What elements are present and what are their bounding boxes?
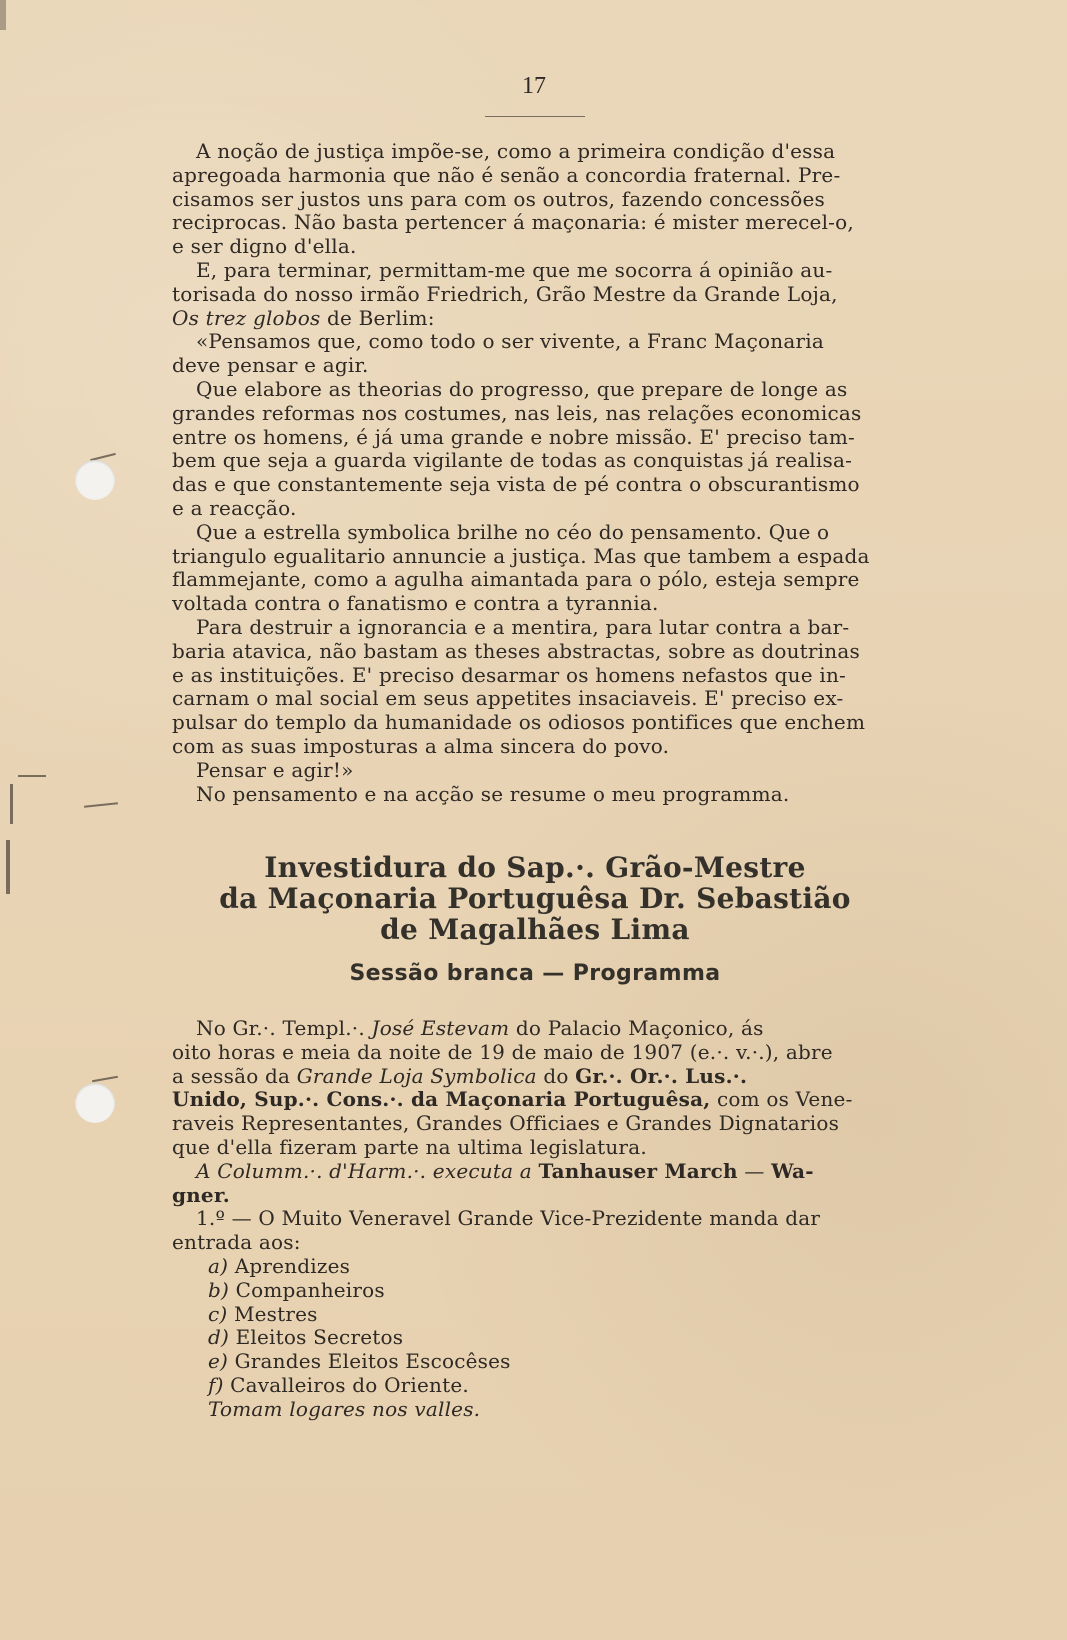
text-line: Pensar e agir!» — [196, 758, 354, 782]
bold-text: Wa- — [771, 1159, 814, 1183]
text-line: entre os homens, é já uma grande e nobre missão. E' preciso tam- — [172, 425, 856, 449]
text-line: bem que seja a guarda vigilante de todas as conquistas já realisa- — [172, 449, 853, 473]
text-line — [172, 1160, 882, 1184]
text-line: reciprocas. Não basta pertencer á maçonaria: é mister merecel-o, — [172, 211, 854, 235]
text-line: que d'ella fizeram parte na ultima legislatura. — [172, 1135, 647, 1159]
list-marker: e) — [208, 1350, 229, 1374]
bold-text: Gr.·. Or.·. Lus.·. — [575, 1064, 748, 1088]
bold-text: Tanhauser March — [538, 1159, 738, 1183]
text-line: com as suas imposturas a alma sincera do povo. — [172, 734, 670, 758]
punch-hole-icon — [75, 1083, 115, 1123]
list-item-text: Cavalleiros do Oriente. — [230, 1373, 469, 1397]
list-item-text: Eleitos Secretos — [235, 1326, 404, 1350]
list-item-text: Mestres — [233, 1302, 318, 1326]
list-item — [172, 1303, 882, 1327]
heading-line: de Magalhães Lima — [380, 913, 690, 946]
text-line: cisamos ser justos uns para com os outros, fazendo concessões — [172, 187, 826, 211]
text-line: raveis Representantes, Grandes Officiaes e Grandes Dignatarios — [172, 1112, 840, 1136]
text-line — [172, 1017, 882, 1041]
text-line: torisada do nosso irmão Friedrich, Grão Mestre da Grande Loja, — [172, 282, 838, 306]
list-item-text: Grandes Eleitos Escocêses — [234, 1350, 511, 1374]
heading-line: Investidura do Sap.·. Grão-Mestre — [264, 851, 806, 884]
text-segment: No Gr.·. Templ.·. — [196, 1017, 372, 1040]
margin-mark — [84, 802, 118, 808]
page-number-rule — [485, 116, 585, 117]
punch-hole-icon — [75, 460, 115, 500]
text-line: 1.º — O Muito Veneravel Grande Vice-Prezidente manda dar — [196, 1207, 821, 1231]
text-line: Que a estrella symbolica brilhe no céo do pensamento. Que o — [196, 520, 830, 544]
main-text-block — [172, 140, 882, 806]
text-segment: do Palacio Maçonico, ás — [509, 1017, 764, 1040]
page-number: 17 — [522, 73, 546, 99]
text-segment: a sessão da — [172, 1064, 297, 1088]
list-marker: f) — [208, 1373, 224, 1397]
text-line — [172, 1088, 882, 1112]
list-marker: c) — [208, 1302, 228, 1326]
text-segment: com os Vene- — [710, 1088, 853, 1112]
text-line: triangulo egualitario annuncie a justiça. Mas que tambem a espada — [172, 544, 870, 568]
text-segment: — — [737, 1159, 772, 1183]
programme-text-block — [172, 1017, 882, 1422]
text-line: e a reacção. — [172, 496, 297, 520]
heading-line: da Maçonaria Portuguêsa Dr. Sebastião — [219, 882, 851, 915]
text-line: A noção de justiça impõe-se, como a primeira condição d'essa — [196, 140, 836, 163]
section-subtitle: Sessão branca — Programma — [349, 961, 721, 986]
text-line: apregoada harmonia que não é senão a concordia fraternal. Pre- — [172, 163, 841, 187]
text-segment: de Berlim: — [320, 306, 435, 330]
text-line — [172, 307, 882, 331]
list-item — [172, 1350, 882, 1374]
text-line: grandes reformas nos costumes, nas leis, nas relações economicas — [172, 401, 862, 425]
italic-text: A Columm.·. d'Harm.·. executa a — [196, 1159, 539, 1183]
text-line: e as instituições. E' preciso desarmar os homens nefastos que in- — [172, 663, 846, 687]
list-item — [172, 1279, 882, 1303]
margin-mark — [18, 775, 46, 777]
text-line: e ser digno d'ella. — [172, 235, 357, 259]
margin-mark — [92, 1076, 118, 1082]
text-line: Que elabore as theorias do progresso, que prepare de longe as — [196, 377, 848, 401]
list-marker: a) — [208, 1254, 229, 1278]
text-line: pulsar do templo da humanidade os odiosos pontifices que enchem — [172, 711, 866, 735]
margin-mark — [6, 840, 10, 894]
temple-name: José Estevam — [371, 1017, 510, 1040]
text-line: gner. — [172, 1183, 230, 1207]
text-line: oito horas e meia da noite de 19 de maio de 1907 (e.·. v.·.), abre — [172, 1040, 833, 1064]
text-line: deve pensar e agir. — [172, 354, 369, 378]
margin-mark — [0, 0, 6, 30]
list-item-text: Companheiros — [235, 1278, 385, 1302]
bold-text: Unido, Sup.·. Cons.·. da Maçonaria Portuguêsa, — [172, 1088, 711, 1112]
society-name: Os trez globos — [172, 306, 321, 330]
closing-line: Tomam logares nos valles. — [208, 1397, 481, 1421]
text-line: das e que constantemente seja vista de pé contra o obscurantismo — [172, 473, 860, 497]
list-item — [172, 1374, 882, 1398]
text-line: Para destruir a ignorancia e a mentira, para lutar contra a bar- — [196, 615, 850, 639]
list-marker: b) — [208, 1278, 230, 1302]
text-line: flammejante, como a agulha aimantada para o pólo, esteja sempre — [172, 568, 860, 592]
text-line: carnam o mal social em seus appetites insaciaveis. E' preciso ex- — [172, 687, 844, 711]
list-item — [172, 1326, 882, 1350]
margin-mark — [10, 784, 13, 824]
text-line — [172, 1065, 882, 1089]
text-segment: do — [536, 1064, 576, 1088]
list-item — [172, 1255, 882, 1279]
list-item-text: Aprendizes — [234, 1254, 351, 1278]
text-line: voltada contra o fanatismo e contra a tyrannia. — [172, 592, 659, 616]
text-line: E, para terminar, permittam-me que me socorra á opinião au- — [196, 258, 833, 282]
text-line: No pensamento e na acção se resume o meu programma. — [196, 782, 790, 806]
lodge-name: Grande Loja Symbolica — [296, 1064, 537, 1088]
text-line: «Pensamos que, como todo o ser vivente, a Franc Maçonaria — [196, 330, 824, 354]
list-marker: d) — [208, 1326, 230, 1350]
text-line: baria atavica, não bastam as theses abstractas, sobre as doutrinas — [172, 639, 860, 663]
section-heading — [185, 852, 885, 945]
text-line: entrada aos: — [172, 1231, 301, 1255]
